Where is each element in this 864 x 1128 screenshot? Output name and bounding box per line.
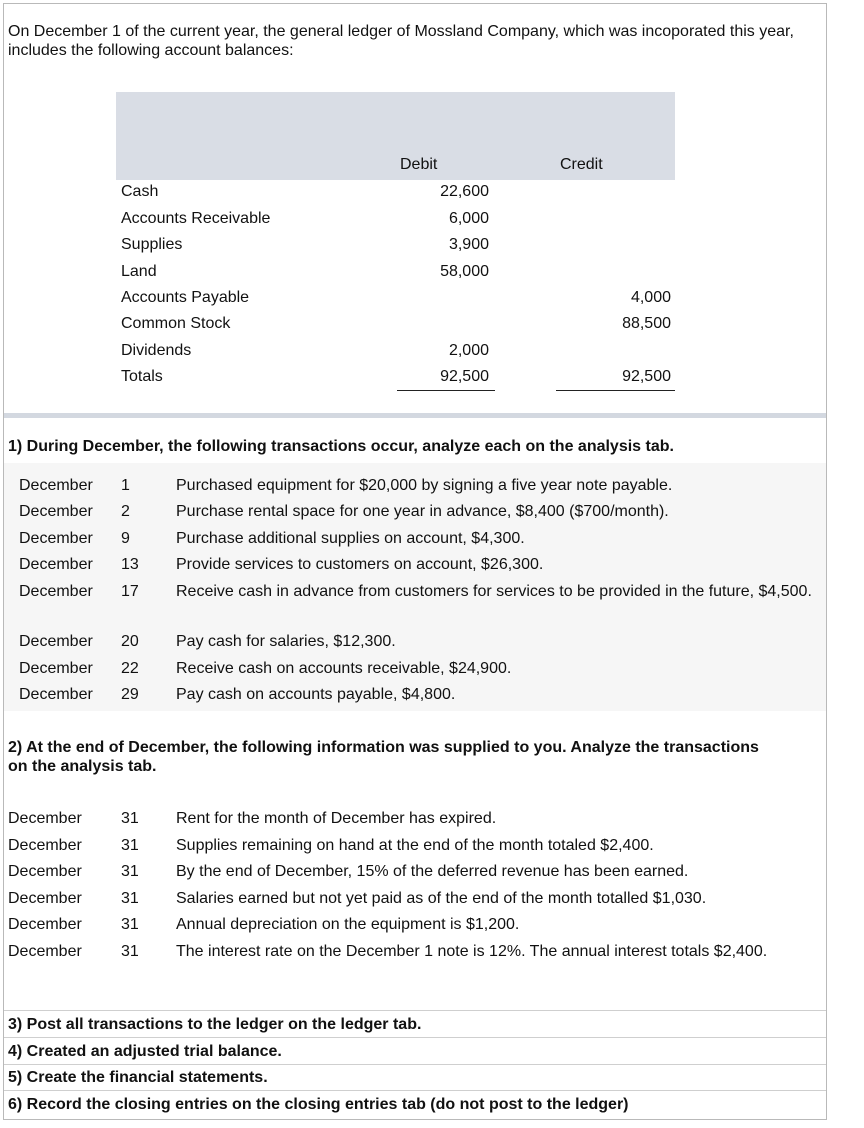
debit-total-underline [397,390,495,391]
transaction-text: Pay cash on accounts payable, $4,800. [176,686,456,703]
account-name: Land [121,263,157,280]
adjustment-month: December [8,837,82,854]
debit-amount: 3,900 [448,236,489,253]
transaction-day: 29 [121,686,139,703]
adjustment-day: 31 [121,837,139,854]
credit-total: 92,500 [622,368,671,385]
debit-total: 92,500 [440,368,489,385]
adjustment-month: December [8,943,82,960]
account-name: Totals [121,368,163,385]
debit-amount: 6,000 [448,210,489,227]
transaction-month: December [19,686,93,703]
tb-row-dividends [116,342,675,368]
transaction-month: December [19,556,93,573]
credit-column-header: Credit [560,156,603,173]
tb-row-accounts-receivable [116,210,675,236]
section2-heading: 2) At the end of December, the following information was supplied to you. Analyze the transactions on the analysis tab. [8,739,759,775]
section1-heading: 1) During December, the following transactions occur, analyze each on the analysis tab. [8,438,674,455]
adjustment-day: 31 [121,810,139,827]
adjustment-day: 31 [121,863,139,880]
step-5: 5) Create the financial statements. [8,1069,268,1086]
intro-text: On December 1 of the current year, the general ledger of Mossland Company, which was incoporated this year, includes the following account balances: [8,23,794,59]
adjustment-text: Supplies remaining on hand at the end of the month totaled $2,400. [176,837,654,854]
transaction-text: Pay cash for salaries, $12,300. [176,633,396,650]
adjustment-text: Rent for the month of December has expired. [176,810,497,827]
debit-amount: 2,000 [448,342,489,359]
adjustment-month: December [8,810,82,827]
debit-amount: 22,600 [440,183,489,200]
tb-row-common-stock [116,315,675,341]
transaction-month: December [19,530,93,547]
adjustment-text: Salaries earned but not yet paid as of the end of the month totalled $1,030. [176,890,707,907]
credit-amount: 4,000 [630,289,671,306]
transaction-day: 13 [121,556,139,573]
credit-amount: 88,500 [622,315,671,332]
tb-row-land [116,263,675,289]
step-6: 6) Record the closing entries on the closing entries tab (do not post to the ledger) [8,1096,629,1113]
transaction-month: December [19,503,93,520]
account-name: Dividends [121,342,192,359]
account-name: Accounts Payable [121,289,250,306]
account-name: Accounts Receivable [121,210,271,227]
section-divider [4,413,826,418]
account-name: Common Stock [121,315,231,332]
step-separator [4,1010,826,1011]
adjustment-month: December [8,916,82,933]
step-separator [4,1090,826,1091]
step-separator [4,1064,826,1065]
tb-row-supplies [116,236,675,262]
adjustment-month: December [8,863,82,880]
credit-total-underline [556,390,675,391]
tb-row-cash [116,183,675,209]
adjustment-text: Annual depreciation on the equipment is $1,200. [176,916,520,933]
transaction-day: 2 [121,503,130,520]
step-4: 4) Created an adjusted trial balance. [8,1043,282,1060]
step-3: 3) Post all transactions to the ledger on the ledger tab. [8,1016,422,1033]
transaction-month: December [19,583,93,600]
adjustment-month: December [8,890,82,907]
tb-row-accounts-payable [116,289,675,315]
transaction-day: 1 [121,477,130,494]
adjustment-day: 31 [121,890,139,907]
transaction-text: Purchase additional supplies on account, $4,300. [176,530,525,547]
transaction-text: Provide services to customers on account, $26,300. [176,556,544,573]
transaction-month: December [19,660,93,677]
transaction-text: Receive cash on accounts receivable, $24,900. [176,660,512,677]
adjustment-text: The interest rate on the December 1 note is 12%. The annual interest totals $2,400. [176,943,768,960]
debit-column-header: Debit [400,156,438,173]
account-name: Cash [121,183,159,200]
transaction-day: 22 [121,660,139,677]
transaction-month: December [19,477,93,494]
transaction-day: 20 [121,633,139,650]
adjustment-day: 31 [121,943,139,960]
adjustment-day: 31 [121,916,139,933]
transaction-day: 17 [121,583,139,600]
transaction-text: Receive cash in advance from customers for services to be provided in the future, $4,500. [176,583,812,600]
account-name: Supplies [121,236,183,253]
transaction-text: Purchase rental space for one year in advance, $8,400 ($700/month). [176,503,669,520]
transaction-text: Purchased equipment for $20,000 by signing a five year note payable. [176,477,673,494]
step-separator [4,1037,826,1038]
adjustment-text: By the end of December, 15% of the deferred revenue has been earned. [176,863,689,880]
transaction-month: December [19,633,93,650]
debit-amount: 58,000 [440,263,489,280]
transaction-day: 9 [121,530,130,547]
